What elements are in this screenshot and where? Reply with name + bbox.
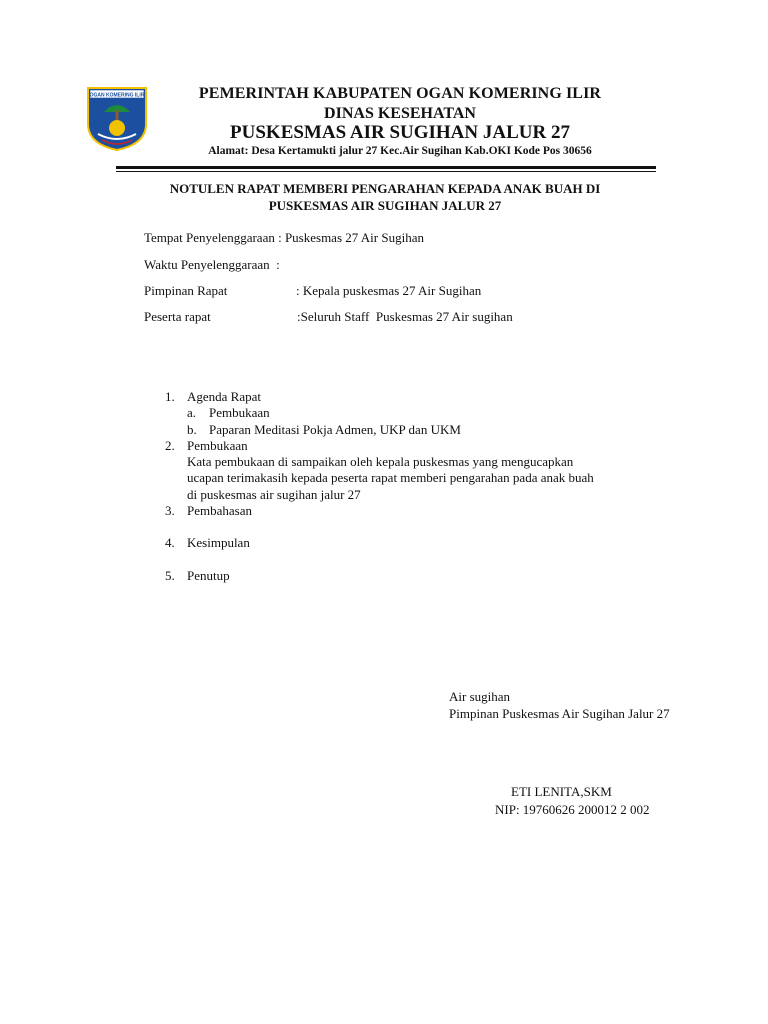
sub-marker-a: a. [187, 405, 197, 420]
opening-text-line-2: ucapan terimakasih kepada peserta rapat memberi pengarahan pada anak buah [187, 470, 594, 485]
chair-value: : Kepala puskesmas 27 Air Sugihan [296, 283, 482, 298]
address: Alamat: Desa Kertamukti jalur 27 Kec.Air Sugihan Kab.OKI Kode Pos 30656 [208, 145, 592, 157]
document-title-line-2: PUSKESMAS AIR SUGIHAN JALUR 27 [268, 198, 502, 213]
document-title [120, 180, 650, 214]
document-title-line-1: NOTULEN RAPAT MEMBERI PENGARAHAN KEPADA ANAK BUAH DI [169, 181, 601, 196]
agenda-item-b: Paparan Meditasi Pokja Admen, UKP dan UKM [209, 422, 461, 437]
conclusion-heading: Kesimpulan [187, 535, 250, 550]
opening-heading: Pembukaan [187, 438, 248, 453]
closing-heading: Penutup [187, 568, 230, 583]
government-name: PEMERINTAH KABUPATEN OGAN KOMERING ILIR [198, 85, 602, 102]
chair-label: Pimpinan Rapat [144, 283, 228, 298]
list-number-1: 1. [165, 389, 175, 404]
signature-position: Pimpinan Puskesmas Air Sugihan Jalur 27 [449, 706, 670, 721]
participants-label: Peserta rapat [144, 309, 211, 324]
signature-place: Air sugihan [449, 689, 511, 704]
time-line: Waktu Penyelenggaraan : [144, 257, 280, 272]
header-divider-thick [116, 166, 656, 169]
list-number-3: 3. [165, 503, 175, 518]
signatory-nip: NIP: 19760626 200012 2 002 [495, 802, 650, 817]
opening-text-line-1: Kata pembukaan di sampaikan oleh kepala puskesmas yang mengucapkan [187, 454, 574, 469]
venue-line: Tempat Penyelenggaraan : Puskesmas 27 Air Sugihan [144, 230, 424, 245]
participants-value: :Seluruh Staff Puskesmas 27 Air sugihan [297, 309, 513, 324]
agenda-heading: Agenda Rapat [187, 389, 262, 404]
regency-logo [84, 84, 150, 152]
institution-name: PUSKESMAS AIR SUGIHAN JALUR 27 [230, 122, 570, 143]
sub-marker-b: b. [187, 422, 197, 437]
list-number-4: 4. [165, 535, 175, 550]
agenda-item-a: Pembukaan [209, 405, 270, 420]
department-name: DINAS KESEHATAN [324, 105, 476, 122]
list-number-5: 5. [165, 568, 175, 583]
signatory-name: ETI LENITA,SKM [511, 784, 612, 799]
logo-text: OGAN KOMERING ILIR [89, 92, 145, 99]
header-divider-thin [116, 171, 656, 172]
list-number-2: 2. [165, 438, 175, 453]
opening-text-line-3: di puskesmas air sugihan jalur 27 [187, 487, 361, 502]
discussion-heading: Pembahasan [187, 503, 252, 518]
